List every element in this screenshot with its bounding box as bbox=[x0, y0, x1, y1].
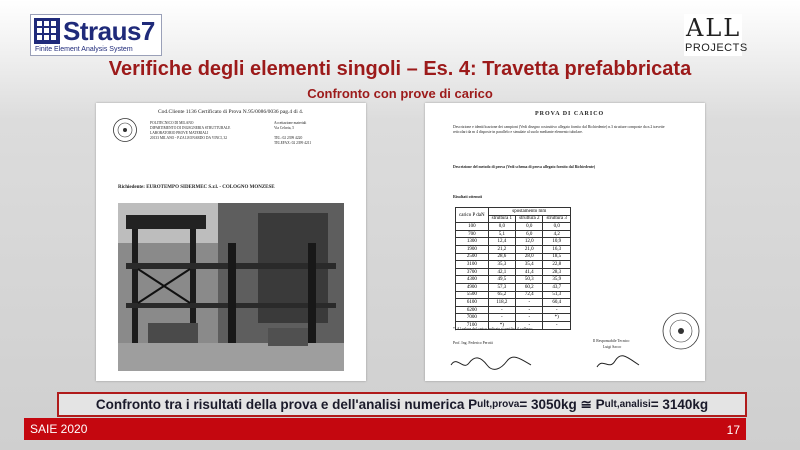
displacement-cell: 18,5 bbox=[543, 253, 570, 261]
displacement-cell: 16,3 bbox=[543, 245, 570, 253]
results-table-row bbox=[456, 238, 571, 246]
certificate-header: Cod.Cliente 1136 Certificato di Prova N.95/0086/0036 pag.4 di 4. bbox=[158, 109, 304, 115]
laboratory-stamp-icon bbox=[661, 311, 701, 351]
slide-title: Verifiche degli elementi singoli – Es. 4: Travetta prefabbricata bbox=[108, 58, 692, 80]
signer-left: Prof. Ing. Federico Perotti bbox=[453, 341, 493, 345]
displacement-cell: 12,0 bbox=[516, 238, 543, 246]
load-cell: 7100 bbox=[456, 321, 489, 329]
straus7-mark-icon bbox=[34, 18, 60, 44]
contact-line-3: TEL: 02 2399 4220 bbox=[274, 136, 303, 140]
test-rig-photo bbox=[118, 203, 344, 371]
signature-left-icon bbox=[447, 351, 537, 375]
displacement-cell: - bbox=[488, 314, 515, 322]
displacement-cell: 12,4 bbox=[488, 238, 515, 246]
load-cell: 3100 bbox=[456, 261, 489, 269]
report-description: Descrizione e identificazione dei campioni (Vedi disegno costruttivo allegato fornito dal Richiedente) n.3 strutture composte da n.2 travette reticolari da m 4 disposte in parallelo e simulate al suolo mediante elemento tubolare. bbox=[453, 125, 665, 134]
load-test-report-scan bbox=[425, 103, 705, 381]
politecnico-seal-icon bbox=[112, 117, 138, 143]
results-table-row bbox=[456, 291, 571, 299]
displacement-cell: - bbox=[488, 306, 515, 314]
results-table-row bbox=[456, 276, 571, 284]
results-table-row bbox=[456, 306, 571, 314]
certificate-scan bbox=[96, 103, 366, 381]
footer-event: SAIE 2020 bbox=[30, 422, 88, 436]
load-cell: 2500 bbox=[456, 253, 489, 261]
load-cell: 1300 bbox=[456, 238, 489, 246]
displacement-cell: 0,0 bbox=[516, 223, 543, 231]
displacement-cell: 35,4 bbox=[516, 261, 543, 269]
displacement-cell: 21,0 bbox=[516, 245, 543, 253]
straus7-logo bbox=[30, 14, 162, 56]
displacement-cell: 28,0 bbox=[516, 253, 543, 261]
displacement-cell: 22,8 bbox=[543, 261, 570, 269]
report-footnote: *) Al valore del carico indicato si verifica il collasso bbox=[453, 327, 533, 331]
callout-mid: = 3050kg ≅ P bbox=[519, 396, 605, 412]
results-table-row bbox=[456, 299, 571, 307]
load-cell: 6200 bbox=[456, 306, 489, 314]
comparison-callout bbox=[57, 392, 747, 417]
displacement-cell: 41,4 bbox=[516, 268, 543, 276]
institution-line-1: POLITECNICO DI MILANO bbox=[150, 121, 194, 125]
straus7-brand: Straus7 bbox=[63, 16, 155, 46]
client-line: Richiedente: EUROTEMPO SIDERMEC S.r.l. - COLOGNO MONZESE bbox=[118, 185, 275, 190]
displacement-cell: 28,6 bbox=[488, 253, 515, 261]
results-table-row bbox=[456, 261, 571, 269]
slide-subtitle: Confronto con prove di carico bbox=[307, 86, 493, 101]
results-table-row bbox=[456, 245, 571, 253]
load-cell: 7000 bbox=[456, 314, 489, 322]
load-cell: 1900 bbox=[456, 245, 489, 253]
displacement-cell: 50,3 bbox=[516, 276, 543, 284]
contact-line-4: TELEFAX: 02 2399 4211 bbox=[274, 141, 312, 145]
displacement-cell: 10,9 bbox=[543, 238, 570, 246]
displacement-cell: 35,9 bbox=[543, 276, 570, 284]
institution-line-3: LABORATORIO PROVE MATERIALI bbox=[150, 131, 209, 135]
displacement-cell: 35,3 bbox=[488, 261, 515, 269]
displacement-cell: 42,1 bbox=[488, 268, 515, 276]
load-cell: 700 bbox=[456, 230, 489, 238]
results-table bbox=[455, 207, 571, 330]
displacement-cell: 5,1 bbox=[488, 230, 515, 238]
results-table-row bbox=[456, 268, 571, 276]
displacement-cell: 51,3 bbox=[543, 291, 570, 299]
displacement-cell: 49,5 bbox=[488, 276, 515, 284]
displacement-cell: 57,3 bbox=[488, 283, 515, 291]
test-rig-photo-graphic bbox=[118, 203, 344, 371]
col-load-header: carico P daN bbox=[456, 208, 489, 223]
displacement-cell: *) bbox=[488, 321, 515, 329]
signer-right-name: Luigi Sacco bbox=[603, 345, 622, 349]
displacement-cell: 72,4 bbox=[516, 291, 543, 299]
results-table-row bbox=[456, 223, 571, 231]
displacement-cell: - bbox=[543, 321, 570, 329]
results-table-row bbox=[456, 283, 571, 291]
col-s1-header: struttura 1 bbox=[488, 215, 515, 223]
displacement-cell: *) bbox=[543, 314, 570, 322]
load-cell: 3700 bbox=[456, 268, 489, 276]
col-group-header: spostamento mm bbox=[488, 208, 570, 216]
all-logo-top: ALL bbox=[686, 14, 742, 42]
col-s3-header: struttura 3 bbox=[543, 215, 570, 223]
callout-sub-prova: ult,prova bbox=[477, 399, 520, 410]
displacement-cell: - bbox=[543, 306, 570, 314]
page-number: 17 bbox=[726, 423, 740, 437]
callout-suffix: = 3140kg bbox=[650, 397, 709, 412]
load-cell: 100 bbox=[456, 223, 489, 231]
signature-right-icon bbox=[593, 351, 643, 375]
callout-prefix: Confronto tra i risultati della prova e dell'analisi numerica P bbox=[95, 397, 478, 412]
institution-line-2: DIPARTIMENTO DI INGEGNERIA STRUTTURALE bbox=[150, 126, 231, 130]
displacement-cell: 6,0 bbox=[516, 230, 543, 238]
load-cell: 6100 bbox=[456, 299, 489, 307]
displacement-cell: 0,0 bbox=[488, 223, 515, 231]
footer-bar bbox=[24, 418, 746, 440]
displacement-cell: - bbox=[516, 314, 543, 322]
load-cell: 5500 bbox=[456, 291, 489, 299]
displacement-cell: 65,2 bbox=[488, 291, 515, 299]
displacement-cell: 4,2 bbox=[543, 230, 570, 238]
displacement-cell: 0,0 bbox=[543, 223, 570, 231]
report-heading: PROVA DI CARICO bbox=[535, 111, 605, 117]
displacement-cell: 60,2 bbox=[516, 283, 543, 291]
col-s2-header: struttura 2 bbox=[516, 215, 543, 223]
results-table-row bbox=[456, 253, 571, 261]
displacement-cell: 118,2 bbox=[488, 299, 515, 307]
displacement-cell: 21,2 bbox=[488, 245, 515, 253]
signer-right-role: Il Responsabile Tecnico bbox=[593, 339, 630, 343]
load-cell: 4900 bbox=[456, 283, 489, 291]
callout-sub-analisi: ult,analisi bbox=[604, 399, 651, 410]
displacement-cell: - bbox=[516, 306, 543, 314]
straus7-tagline: Finite Element Analysis System bbox=[35, 46, 133, 53]
displacement-cell: 28,3 bbox=[543, 268, 570, 276]
results-header-row bbox=[456, 208, 571, 216]
displacement-cell: - bbox=[516, 321, 543, 329]
results-table-row bbox=[456, 314, 571, 322]
displacement-cell: 60,4 bbox=[543, 299, 570, 307]
results-label: Risultati ottenuti bbox=[453, 194, 482, 199]
displacement-cell: 43,7 bbox=[543, 283, 570, 291]
all-logo-bottom: PROJECTS bbox=[685, 42, 748, 54]
load-cell: 4300 bbox=[456, 276, 489, 284]
all-projects-logo bbox=[684, 14, 748, 56]
contact-line-2: Via Celoria, 5 bbox=[274, 126, 295, 130]
institution-line-4: 20133 MILANO - P.ZA LEONARDO DA VINCI, 32 bbox=[150, 136, 228, 140]
report-method: Descrizione del metodo di prova (Vedi schema di prova allegato fornito dal Richiedente) bbox=[453, 165, 596, 169]
results-table-row bbox=[456, 230, 571, 238]
displacement-cell: - bbox=[516, 299, 543, 307]
contact-line-1: Accettazione materiali bbox=[274, 121, 307, 125]
